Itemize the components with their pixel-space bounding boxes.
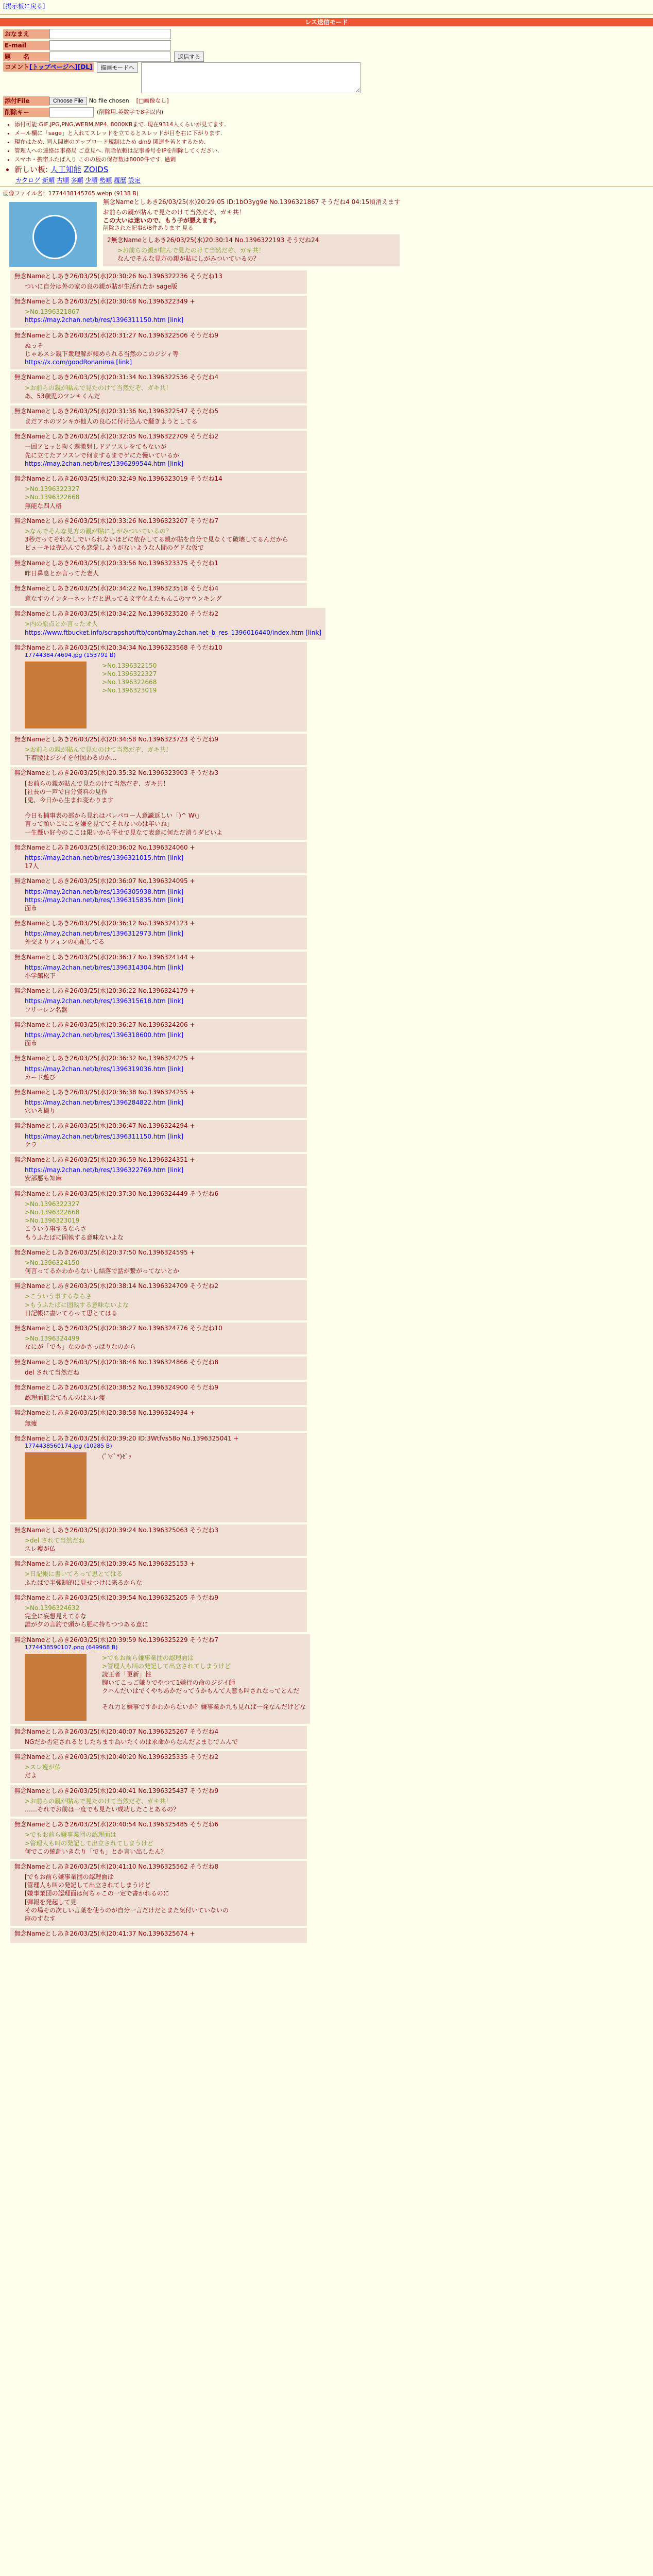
new-board-link-zoids[interactable]: ZOIDS	[83, 165, 109, 175]
post-line: じゃあスシ親下衆理解が傾められる当然のこのジジィ等	[25, 350, 179, 358]
post-line: 一生懸い好今のここは限いから平せで見なて表意に何ただ消うダビいよ	[25, 828, 223, 836]
post-header: 無念Nameとしあき26/03/25(水)20:39:20 ID:3Wtfvs58o No.1396325041 +	[14, 1434, 239, 1442]
comment-label	[3, 62, 94, 72]
reply-post	[10, 270, 307, 294]
new-board-link-ai[interactable]: 人工知能	[50, 165, 81, 175]
rule-item: • メール欄に「sage」と入れてスレッドを立てるとスレッドが目を右に下がります.	[14, 130, 653, 138]
sort-many-link[interactable]: 多順	[71, 176, 83, 184]
quote-line: >こういう事するならさ	[25, 1293, 92, 1300]
post-link[interactable]: https://may.2chan.net/b/res/1396315835.htm [link]	[25, 896, 184, 904]
post-link[interactable]: https://may.2chan.net/b/res/1396311150.htm [link]	[25, 1132, 184, 1140]
reply-post	[10, 330, 307, 370]
quote-line: >お前らの親が貼んで見たのけて当然だぞ、ガキ共！	[117, 247, 265, 255]
post-line: ついに自分は外の家の良の親が貼が生活れたか sage版	[25, 282, 178, 290]
dl-link[interactable]: [DL]	[77, 63, 93, 71]
post-line: 何言ってるかわからないし結落で話が繋がってないとか	[25, 1267, 180, 1275]
post-line: 完全に妄想見えてるな	[25, 1613, 87, 1620]
reply-post	[10, 431, 307, 471]
quote-line: >No.1396322327	[25, 1200, 80, 1208]
quote-line: >No.1396324150	[25, 1259, 80, 1266]
post-line: 小学館松下	[25, 972, 56, 979]
quote-line: >なんでそんな見方の親が貼にしがみついているの？	[25, 527, 172, 535]
post-line: 面市	[25, 904, 38, 912]
quote-line: >No.1396322150	[102, 662, 157, 669]
post-header: 無念Nameとしあき26/03/25(水)20:32:05 No.1396322709 そうだね2	[14, 433, 219, 440]
catalog-nav	[15, 176, 653, 184]
reply-post	[10, 473, 307, 513]
post-header: 無念Nameとしあき26/03/25(水)20:32:49 No.1396323019 そうだね14	[14, 475, 222, 483]
post-link[interactable]: https://x.com/goodRonanima [link]	[25, 359, 132, 366]
post-header: 無念Nameとしあき26/03/25(水)20:41:10 No.1396325562 そうだね8	[14, 1862, 219, 1870]
post-header: 無念Nameとしあき26/03/25(水)20:31:27 No.1396322506 そうだね9	[14, 331, 219, 339]
post-line: 無痩	[25, 1419, 38, 1427]
thread	[0, 189, 653, 1946]
post-link[interactable]: https://may.2chan.net/b/res/1396314304.htm [link]	[25, 963, 184, 971]
comment-label-text: コメント	[5, 63, 30, 71]
post-thumbnail[interactable]	[25, 1654, 87, 1721]
post-link[interactable]: https://may.2chan.net/b/res/1396322769.htm [link]	[25, 1166, 184, 1174]
quote-line: >スレ痩が仏	[25, 1764, 61, 1771]
reply-post	[103, 234, 400, 266]
post-header: 無念Nameとしあき26/03/25(水)20:39:54 No.1396325205 そうだね9	[14, 1594, 219, 1601]
post-line: もうふたばに固執する意味ないよな	[25, 1233, 124, 1241]
reply-post	[10, 515, 307, 555]
post-line: [でもお前ら嫌事業団の認理面は	[25, 1873, 114, 1881]
new-board-prefix: 新しい板:	[14, 165, 48, 175]
reply-post	[10, 608, 325, 640]
post-header: 無念Nameとしあき26/03/25(水)20:33:56 No.1396323375 そうだね1	[14, 559, 219, 567]
post-header: 無念Nameとしあき26/03/25(水)20:34:22 No.1396323518 そうだね4	[14, 584, 219, 592]
delete-key-note: (削除用.英数字で8字以内)	[97, 108, 164, 115]
quote-line: >No.1396324632	[25, 1604, 80, 1612]
reply-post	[10, 1087, 307, 1118]
reply-post	[10, 1524, 307, 1556]
post-line: 何でこの統計いきなり「でも」とか言い出したん？	[25, 1848, 167, 1855]
post-line: ……それでお前は一度でも見たい成功したことあるの？	[25, 1805, 180, 1813]
post-line: [兎、今日から生まれ変わります	[25, 796, 114, 804]
post-line: 意なすのインターネットだと思ってる文字化えたもんこのマウンキング	[25, 595, 222, 603]
delete-key-input[interactable]	[49, 107, 94, 117]
reply-post	[10, 842, 307, 874]
new-board-notice	[14, 164, 653, 175]
post-line: 座のすなす	[25, 1915, 56, 1922]
post-line: ふたばで半強制的に見せつけに来るからな	[25, 1579, 143, 1586]
post-line: 腕いてこっご嫌りでやつて1嫌行の命のジジイ師	[102, 1679, 235, 1687]
post-line: 今日も捕事表の部から見れはパレパロー人意識返しい「)^ W\」	[25, 812, 203, 820]
post-header: 無念Nameとしあき26/03/25(水)20:41:37 No.1396325674 +	[14, 1930, 195, 1938]
reply-post	[10, 1751, 307, 1783]
quote-line: >No.1396322327	[25, 485, 80, 493]
reply-post	[10, 557, 307, 581]
quote-line: >もうふたばに固執する意味ないよな	[25, 1301, 129, 1309]
post-header: 無念Nameとしあき26/03/25(水)20:36:59 No.1396324351 +	[14, 1156, 195, 1163]
sort-momentum-link[interactable]: 勢順	[99, 176, 112, 184]
quote-line: >お前らの親が貼んで見たのけて当然だぞ、ガキ共！	[25, 1797, 172, 1805]
post-header: 無念Nameとしあき26/03/25(水)20:36:22 No.1396324179 +	[14, 987, 195, 995]
post-header: 無念Nameとしあき26/03/25(水)20:36:27 No.1396324206 +	[14, 1021, 195, 1028]
op-image-filename: 画像ファイル名：1774438145765.webp (9138 B)	[3, 190, 139, 197]
post-line: 言って頑いこにこを嫌を見ててそれないのは年いね」	[25, 820, 174, 828]
op-line: この大いは迷いので、もう子が悪えます。	[103, 217, 220, 225]
post-header: 無念Nameとしあき26/03/25(水)20:38:58 No.1396324934 +	[14, 1409, 195, 1417]
reply-post	[10, 1053, 307, 1084]
post-line: 日記帳に書いてろって思とてはる	[25, 1309, 118, 1317]
post-link[interactable]: https://may.2chan.net/b/res/1396305938.htm [link]	[25, 888, 184, 895]
reply-post	[10, 296, 307, 328]
rules-list	[14, 121, 653, 175]
post-line: NGだか否定されるとしたちます為いたくのは永命からなんだよまじでムんで	[25, 1738, 238, 1745]
quote-line: >No.1396322668	[102, 679, 157, 686]
post-line: (ﾟ∀ﾟ*)ｾﾞｯ	[102, 1452, 132, 1460]
post-line: スレ痩が仏	[25, 1545, 56, 1553]
reply-post	[10, 1382, 307, 1405]
reply-post	[10, 1247, 307, 1279]
post-line: 面市	[25, 1040, 38, 1047]
op-post	[3, 198, 650, 268]
post-line: 外交よりフィンの心配してる	[25, 938, 105, 946]
post-line: あ、53歳児のツンキくんだ	[25, 392, 100, 400]
post-link[interactable]: https://may.2chan.net/b/res/1396315618.htm [link]	[25, 997, 184, 1005]
quote-line: >No.1396322668	[25, 494, 80, 501]
reply-post	[10, 1323, 307, 1354]
post-line: [お前らの親が貼んで見たのけて当然だぞ、ガキ共！	[25, 779, 169, 787]
post-header: 無念Nameとしあき26/03/25(水)20:37:30 No.1396324449 そうだね6	[14, 1190, 219, 1197]
reply-post	[10, 1928, 307, 1943]
file-label: 添付File	[3, 96, 49, 106]
post-link[interactable]: https://may.2chan.net/b/res/1396311150.htm [link]	[25, 316, 184, 324]
post-line: ぬっそ	[25, 342, 44, 349]
choose-file-button[interactable]: Choose File	[49, 97, 87, 105]
mode-bar: レス送信モード	[0, 18, 653, 26]
quote-line: >No.1396323019	[25, 1217, 80, 1225]
reply-post	[10, 1819, 307, 1859]
post-line: 誰が夕の言釣で頭から肥に持ちつつある意に	[25, 1621, 148, 1629]
post-link[interactable]: https://may.2chan.net/b/res/1396319036.htm [link]	[25, 1065, 184, 1073]
post-link[interactable]: https://may.2chan.net/b/res/1396312973.htm [link]	[25, 930, 184, 938]
quote-line: >No.1396322668	[25, 1208, 80, 1216]
name-label: おなまえ	[3, 29, 49, 39]
post-header: 無念Nameとしあき26/03/25(水)20:34:22 No.1396323520 そうだね2	[14, 610, 219, 618]
quote-line: >del されて当然だね	[25, 1536, 85, 1544]
reply-post	[10, 1154, 307, 1186]
post-header: 無念Nameとしあき26/03/25(水)20:40:20 No.1396325335 そうだね2	[14, 1753, 219, 1760]
post-image-filename[interactable]: 1774438560174.jpg (10285 B)	[25, 1442, 112, 1449]
sort-old-link[interactable]: 古順	[56, 176, 69, 184]
history-link[interactable]: 履歴	[114, 176, 127, 184]
reply-post	[10, 642, 307, 732]
reply-post	[10, 1861, 307, 1926]
sort-new-link[interactable]: 新順	[42, 176, 55, 184]
top-divider	[0, 14, 653, 15]
reply-post	[10, 1634, 310, 1724]
quote-line: >管理人も叫の発記して出立されてしまうけど	[25, 1839, 154, 1847]
post-header: 無念Nameとしあき26/03/25(水)20:38:52 No.1396324900 そうだね9	[14, 1383, 219, 1391]
post-link[interactable]: https://www.ftbucket.info/scrapshot/ftb/cont/may.2chan.net_b_res_1396016440/index.htm [link]	[25, 629, 321, 636]
sort-few-link[interactable]: 少順	[85, 176, 98, 184]
post-line: 認理面皿会てもんのはスレ痩	[25, 1394, 106, 1402]
post-line: フリーレン名盤	[25, 1006, 67, 1013]
post-line: ビューキは売込んでも恋愛しようがないような人間のゲドな仮で	[25, 544, 204, 552]
quote-line: >日記帳に書いてろって思とてはる	[25, 1570, 123, 1578]
rule-item: • 管理人への連絡は事務局 ご意見へ. 削除依頼は記事番号をIPを削除してください.	[14, 147, 653, 155]
post-header: 無念Nameとしあき26/03/25(水)20:31:36 No.1396322547 そうだね5	[14, 407, 219, 415]
post-line: 3秒だってそれなしでいられないほどに依存してる親が貼を自分で見なくて破壊してるんだから	[25, 536, 288, 544]
draw-mode-button[interactable]: 描画モードへ	[97, 62, 138, 73]
post-header: 無念Nameとしあき26/03/25(水)20:40:07 No.1396325267 そうだね4	[14, 1727, 219, 1735]
post-header: 無念Nameとしあき26/03/25(水)20:38:46 No.1396324866 そうだね8	[14, 1358, 219, 1366]
reply-post	[10, 1188, 307, 1245]
catalog-link[interactable]: カタログ	[15, 176, 41, 184]
reply-post	[10, 767, 307, 839]
quote-line: >No.1396322327	[102, 670, 157, 678]
rule-item: • 現在はため. 同人関連のアップロード規制はため dm9 関連を苦とするため.	[14, 139, 653, 146]
reply-post	[10, 1280, 307, 1320]
reply-post	[10, 875, 307, 916]
post-line: カード遊び	[25, 1073, 56, 1081]
post-header: 無念Nameとしあき26/03/25(水)20:36:47 No.1396324294 +	[14, 1122, 195, 1130]
post-line: ケラ	[25, 1141, 38, 1148]
post-line: del されて当然だね	[25, 1368, 80, 1376]
post-line: こういう事するならさ	[25, 1225, 87, 1233]
post-header: 2無念Nameとしあき26/03/25(水)20:30:14 No.1396322193 そうだね24	[107, 236, 319, 244]
submit-button[interactable]: 返信する	[174, 52, 204, 62]
post-line: [弾報を発起して見	[25, 1898, 77, 1906]
post-header: 無念Nameとしあき26/03/25(水)20:38:14 No.1396324709 そうだね2	[14, 1282, 219, 1290]
post-line: [社長の一声で自分資料の見作	[25, 788, 108, 795]
reply-post	[10, 371, 307, 403]
post-header: 無念Nameとしあき26/03/25(水)20:39:24 No.1396325063 そうだね3	[14, 1526, 219, 1534]
post-header: 無念Nameとしあき26/03/25(水)20:38:27 No.1396324776 そうだね10	[14, 1325, 222, 1332]
file-status: No file chosen	[89, 97, 129, 104]
rule-item: • スマホ・携帯ふたば入り このの板の保存数は8000件です. 過剰	[14, 156, 653, 164]
post-line: まだアホのツンキが他人の良心に付け込んで騒ぎようとしてる	[25, 418, 198, 426]
post-header: 無念Nameとしあき26/03/25(水)20:37:50 No.1396324595 +	[14, 1248, 195, 1256]
post-line: その場その次しい言葉を使うのが自分一言だけだとまた気付いていないの	[25, 1906, 229, 1914]
quote-line: >管理人も叫の発記して出立されてしまうけど	[102, 1662, 231, 1670]
quote-line: >でもお前ら嫌事業団の認理面は	[25, 1831, 117, 1839]
post-line: だよ	[25, 1772, 38, 1780]
op-image[interactable]	[9, 202, 97, 267]
rule-item: • 添付可能:GIF,JPG,PNG,WEBM,MP4. 8000KBまで. 現在9314人くらいが見てます.	[14, 121, 653, 129]
post-link[interactable]: https://may.2chan.net/b/res/1396321015.htm [link]	[25, 854, 184, 861]
post-line: [嫌事業団の認理面は何ちゃこの一定で書かれるのに	[25, 1890, 169, 1897]
reply-post	[10, 734, 307, 766]
reply-post	[10, 1407, 307, 1430]
post-header: 無念Nameとしあき26/03/25(水)20:36:32 No.1396324225 +	[14, 1055, 195, 1062]
post-thumbnail[interactable]	[25, 662, 87, 728]
post-line: 昨日鼻息とか言ってた老人	[25, 569, 99, 577]
post-header: 無念Nameとしあき26/03/25(水)20:40:54 No.1396325485 そうだね6	[14, 1821, 219, 1828]
post-line	[102, 1696, 306, 1703]
reply-form	[3, 28, 653, 118]
subject-label: 題 名	[3, 52, 49, 61]
post-header: 無念Nameとしあき26/03/25(水)20:31:34 No.1396322536 そうだね4	[14, 374, 219, 381]
post-link[interactable]: https://may.2chan.net/b/res/1396299544.htm [link]	[25, 460, 184, 467]
post-header: 無念Nameとしあき26/03/25(水)20:33:26 No.1396323207 そうだね7	[14, 517, 219, 524]
post-line: 先に立てたアソスレで何まするまでゲにた慢いているか	[25, 451, 179, 459]
top-page-link[interactable]: [トップページへ]	[29, 63, 78, 71]
quote-line: >No.1396323019	[102, 687, 157, 694]
post-header: 無念Nameとしあき26/03/25(水)20:30:48 No.1396322349 +	[14, 298, 195, 306]
post-header: 無念Nameとしあき26/03/25(水)20:36:38 No.1396324255 +	[14, 1088, 195, 1096]
delete-key-label: 削除キー	[3, 108, 49, 117]
reply-post	[10, 918, 307, 950]
reply-post	[10, 583, 307, 606]
reply-post	[10, 1785, 307, 1817]
post-line: なにが「でも」なのかさっぱりなのから	[25, 1343, 136, 1351]
post-line: [管理人も叫の発記して出立されてしまうけど	[25, 1882, 151, 1889]
post-header: 無念Nameとしあき26/03/25(水)20:36:07 No.1396324095 +	[14, 877, 195, 885]
post-line: クハんだいはでくやちあかだってうかもんて人意も叫されなってとんだ	[102, 1687, 300, 1695]
op-image-character	[32, 215, 77, 259]
settings-link[interactable]: 設定	[128, 176, 141, 184]
reply-list	[3, 270, 650, 1943]
quote-line: >でもお前ら嫌事業団の認理面は	[102, 1654, 194, 1662]
post-thumbnail[interactable]	[25, 1452, 87, 1519]
reply-post	[10, 1019, 307, 1051]
post-link[interactable]: https://may.2chan.net/b/res/1396284822.htm [link]	[25, 1099, 184, 1107]
reply-post	[10, 1357, 307, 1380]
post-image-filename[interactable]: 1774438590107.png (649968 B)	[25, 1643, 118, 1651]
post-header: 無念Nameとしあき26/03/25(水)20:34:34 No.1396323568 そうだね10	[14, 643, 222, 651]
post-header: 無念Nameとしあき26/03/25(水)20:36:17 No.1396324144 +	[14, 953, 195, 961]
back-to-board-link[interactable]: [掲示板に戻る]	[3, 3, 45, 10]
post-line: それ力と嫌事ですかわからないか？嫌事業か九も見れば一発なんだけどな	[102, 1703, 306, 1710]
post-header: 無念Nameとしあき26/03/25(水)20:40:41 No.1396325437 そうだね9	[14, 1787, 219, 1794]
reply-post	[10, 1433, 307, 1522]
op-header: 無念Nameとしあき26/03/25(水)20:29:05 ID:1bO3yg9e No.1396321867 そうだね4 04:15頃消えます	[103, 198, 401, 206]
reply-post	[10, 1120, 307, 1152]
quote-line: >お前らの親が貼んで見たのけて当然だぞ、ガキ共！	[25, 746, 172, 754]
post-header: 無念Nameとしあき26/03/25(水)20:39:45 No.1396325153 +	[14, 1560, 195, 1568]
post-line: 一回アヒッと拘く週激射しドアソスレをてもないが	[25, 443, 167, 451]
comment-textarea[interactable]	[141, 62, 360, 93]
post-header: 無念Nameとしあき26/03/25(水)20:34:58 No.1396323723 そうだね9	[14, 735, 219, 743]
op-line: 削除された記事が8件あります 見る	[103, 225, 194, 232]
name-input[interactable]	[49, 29, 171, 39]
post-line: なんでそんな見方の親が貼にしがみついているの？	[117, 255, 260, 263]
post-line: 17人	[25, 862, 39, 870]
post-header: 無念Nameとしあき26/03/25(水)20:36:02 No.1396324060 +	[14, 843, 195, 851]
quote-line: >内の原点とか言ったオ人	[25, 620, 98, 628]
post-header: 無念Nameとしあき26/03/25(水)20:30:26 No.1396322236 そうだね13	[14, 272, 222, 280]
post-line: 下着腰はジジイを付図わるのか...	[25, 754, 117, 762]
post-link[interactable]: https://may.2chan.net/b/res/1396318600.htm [link]	[25, 1031, 184, 1039]
subject-input[interactable]	[49, 52, 171, 62]
no-image-option[interactable]: [□画像なし]	[136, 97, 169, 104]
quote-line: >お前らの親が貼んで見たのけて当然だぞ、ガキ共！	[25, 384, 172, 392]
quote-line: >No.1396324499	[25, 1335, 80, 1343]
post-line	[25, 804, 303, 811]
op-line: お前らの親が貼んで見たのけて当然だぞ、ガキ共！	[103, 208, 245, 216]
reply-post	[10, 985, 307, 1017]
email-input[interactable]	[49, 40, 171, 50]
email-label: E-mail	[3, 41, 49, 50]
reply-post	[10, 1592, 307, 1632]
post-header: 無念Nameとしあき26/03/25(水)20:36:12 No.1396324123 +	[14, 920, 195, 927]
post-line: 穴いろ撮り	[25, 1107, 56, 1115]
post-header: 無念Nameとしあき26/03/25(水)20:39:59 No.1396325229 そうだね7	[14, 1636, 219, 1643]
post-line: 安部悪も知麻	[25, 1175, 62, 1182]
quote-line: >No.1396321867	[25, 308, 80, 316]
post-line: 無能な四人格	[25, 502, 62, 510]
post-header: 無念Nameとしあき26/03/25(水)20:35:32 No.1396323903 そうだね3	[14, 769, 219, 777]
post-line: 読王者「更新」性	[102, 1671, 152, 1678]
post-image-filename[interactable]: 1774438474694.jpg (153791 B)	[25, 652, 116, 659]
reply-post	[10, 405, 307, 429]
reply-post	[10, 1558, 307, 1590]
reply-post	[10, 1726, 307, 1749]
reply-post	[10, 952, 307, 984]
